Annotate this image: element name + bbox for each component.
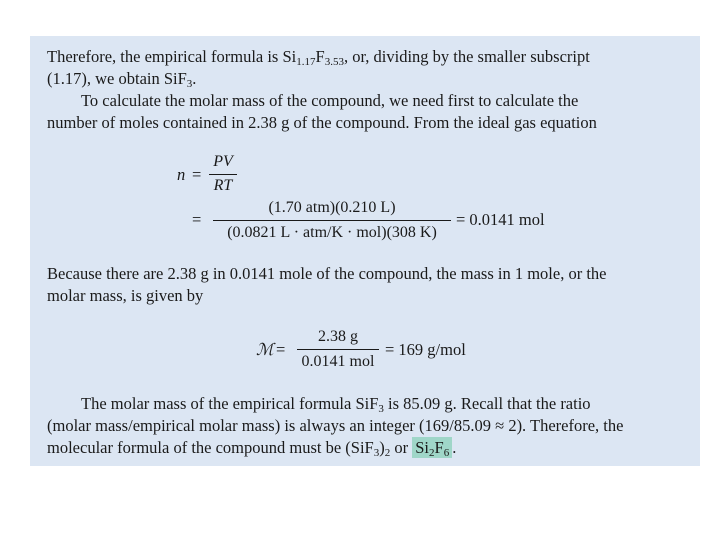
- text-line-4: number of moles contained in 2.38 g of the compound. From the ideal gas equation: [47, 113, 597, 132]
- text-line-5: Because there are 2.38 g in 0.0141 mole of the compound, the mass in 1 mole, or the: [47, 264, 607, 283]
- text-line-1: Therefore, the empirical formula is $Si_{1.17}F_{3.53}$, or, dividing by the smaller subscript: [47, 47, 590, 68]
- eq2-lhs: ℳ: [256, 340, 274, 359]
- text-line-6: molar mass, is given by: [47, 286, 204, 305]
- eq1-lhs: n: [177, 165, 186, 184]
- eq1-numerator-2: (1.70 atm)(0.210 L): [268, 199, 396, 216]
- answer-highlight: $Si_2F_6$: [412, 437, 452, 458]
- eq1-numerator: PV: [213, 153, 233, 170]
- eq2-result: = 169 g/mol: [385, 340, 466, 359]
- eq1-equals: =: [192, 165, 202, 184]
- text-line-2: (1.17), we obtain SiF$_3$.: [47, 69, 197, 90]
- eq1-result: = 0.0141 mol: [456, 210, 545, 229]
- text-line-3: To calculate the molar mass of the compound, we need first to calculate the: [81, 91, 579, 110]
- eq1-fraction-bar: [209, 174, 237, 175]
- text-line-9: molecular formula of the compound must be $(SiF_3)_2$ or $Si_2F_6$ .: [47, 438, 457, 459]
- text-line-8: (molar mass/empirical molar mass) is always an integer (169/85.09 ≈ 2). Therefore, the: [47, 416, 624, 435]
- eq1-denominator-2: (0.0821 L · atm/K · mol)(308 K): [227, 224, 437, 241]
- eq1-fraction-bar-2: [213, 220, 451, 221]
- eq2-fraction-bar: [297, 349, 379, 350]
- eq2-denominator: 0.0141 mol: [301, 353, 375, 370]
- text-line-7: The molar mass of the empirical formula SiF$_3$ is 85.09 g. Recall that the ratio: [81, 394, 591, 415]
- eq1-equals-2: =: [192, 210, 202, 229]
- eq2-equals: =: [276, 340, 286, 359]
- eq1-denominator: RT: [213, 177, 233, 194]
- eq2-numerator: 2.38 g: [318, 328, 358, 345]
